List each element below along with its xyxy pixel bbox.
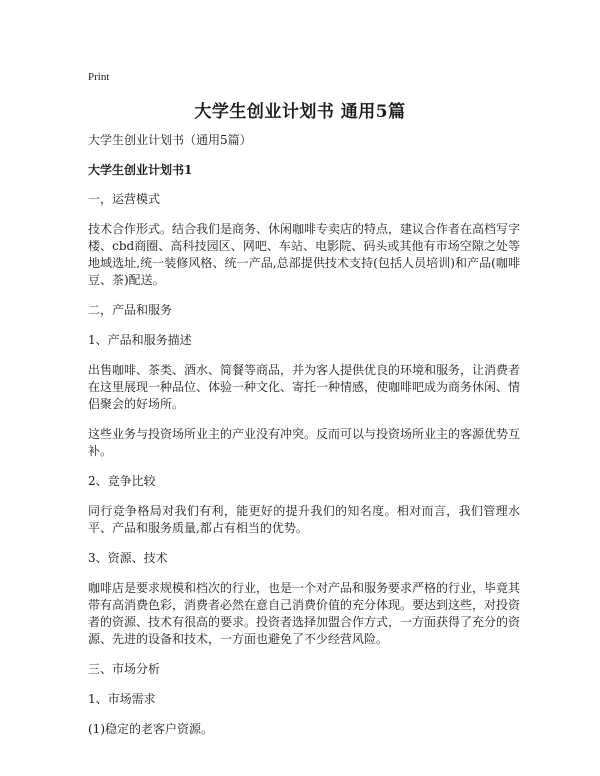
subheading-competition: 2、竞争比较 — [88, 474, 156, 488]
list-item-stable-customers: (1)稳定的老客户资源。 — [88, 722, 213, 736]
heading-products-services: 二，产品和服务 — [88, 303, 173, 317]
paragraph-no-conflict: 这些业务与投资场所业主的产业没有冲突。反而可以与投资场所业主的客源优势互补。 — [88, 427, 521, 458]
paragraph-cooperation: 技术合作形式。结合我们是商务、休闲咖啡专卖店的特点，建议合作者在高档写字楼、cbd商圈、高科技园区、网吧、车站、电影院、码头或其他有市场空隙之处等地域选址,统一装修风格、统一产品,总部提供技术支持(包括人员培训)和产品(咖啡豆、茶)配送。 — [88, 222, 521, 287]
heading-operation-mode: 一，运营模式 — [88, 192, 161, 206]
paragraph-product-description: 出售咖啡、茶类、酒水、简餐等商品，并为客人提供优良的环境和服务，让消费者在这里展现一种品位、体验一种文化、寄托一种情感，使咖啡吧成为商务休闲、情侣聚会的好场所。 — [88, 363, 521, 411]
paragraph-resources: 咖啡店是要求规模和档次的行业，也是一个对产品和服务要求严格的行业，毕竟其带有高消费色彩，消费者必然在意自己消费价值的充分体现。要达到这些，对投资者的资源、技术有很高的要求。投资者选择加盟合作方式，一方面获得了充分的资源、先进的设备和技术，一方面也避免了不少经营风险。 — [88, 581, 521, 646]
document-title: 大学生创业计划书 通用5篇 — [194, 102, 406, 122]
subheading-product-description: 1、产品和服务描述 — [88, 333, 192, 347]
paragraph-competition: 同行竞争格局对我们有利，能更好的提升我们的知名度。相对而言，我们管理水平、产品和服务质量,都占有相当的优势。 — [88, 504, 520, 535]
document-body — [88, 132, 520, 751]
print-label[interactable]: Print — [88, 71, 110, 83]
document-subtitle: 大学生创业计划书（通用5篇） — [88, 133, 252, 147]
section-title: 大学生创业计划书1 — [88, 163, 193, 177]
heading-market-analysis: 三、市场分析 — [88, 662, 161, 676]
subheading-market-demand: 1、市场需求 — [88, 692, 156, 706]
subheading-resources: 3、资源、技术 — [88, 551, 168, 565]
